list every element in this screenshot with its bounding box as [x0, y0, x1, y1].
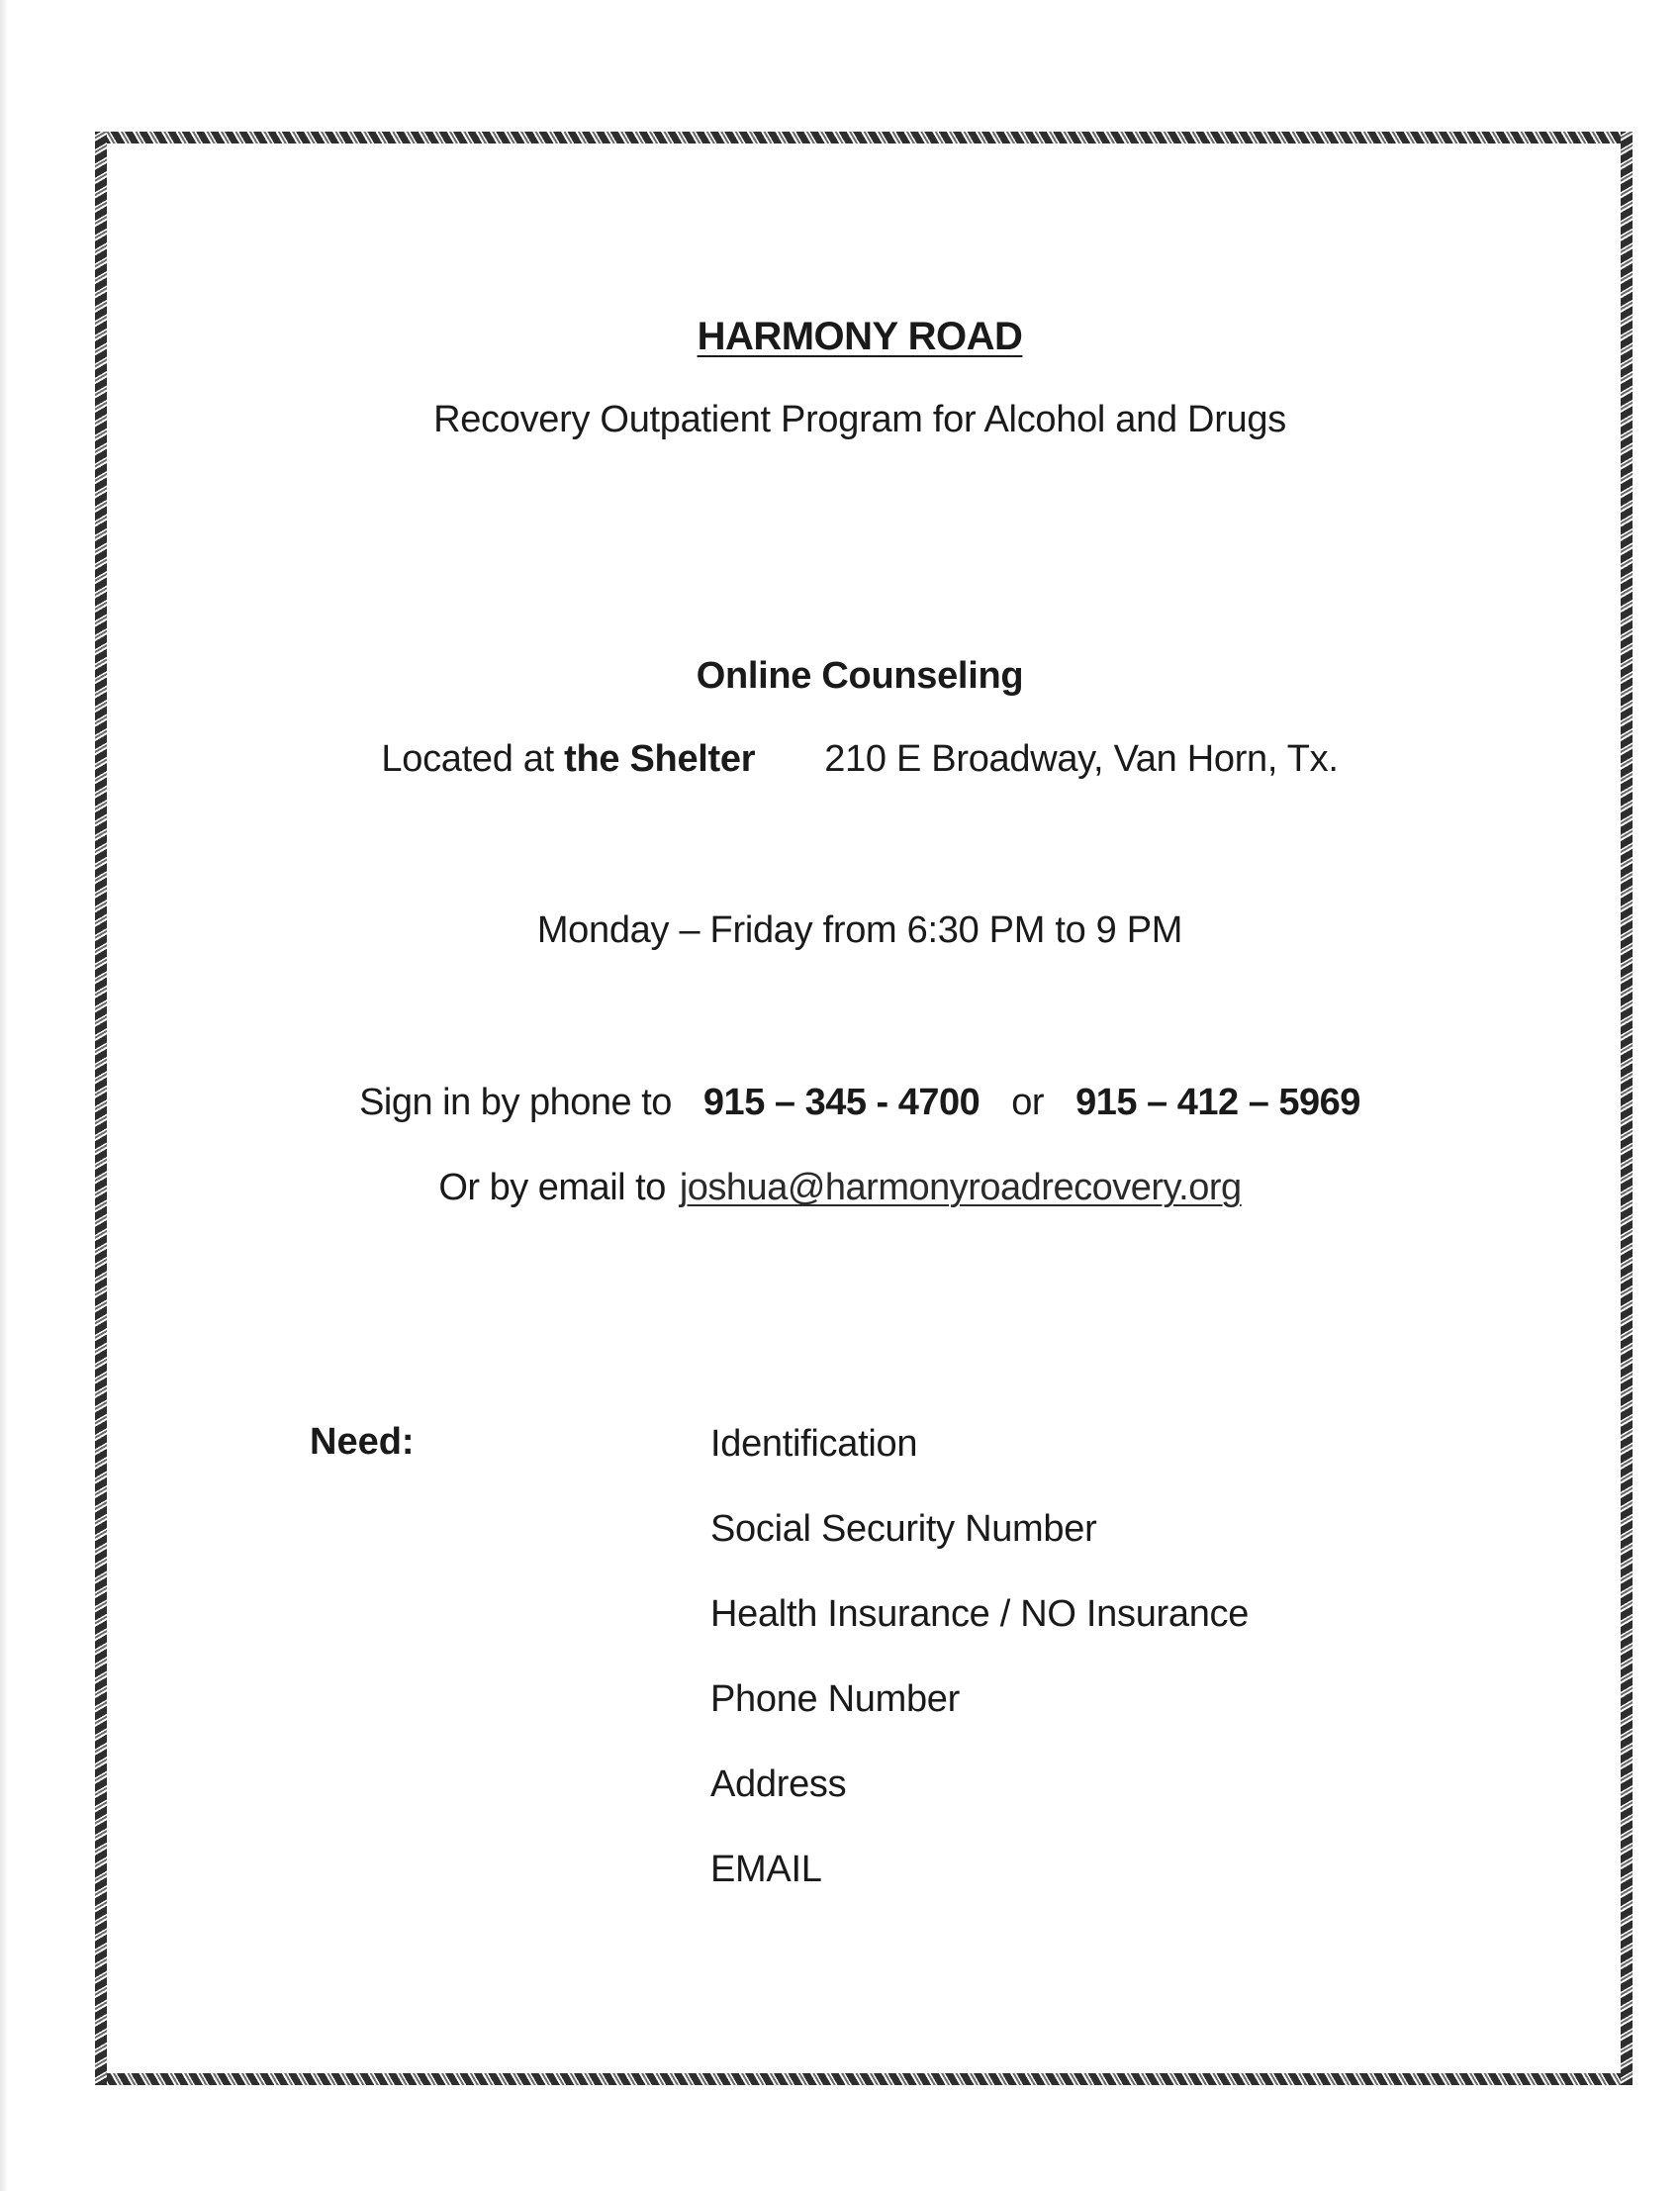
section-heading: Online Counseling: [696, 655, 1024, 697]
page-title: HARMONY ROAD: [697, 315, 1023, 358]
scan-edge-shadow: [0, 0, 8, 2191]
phone-sign-in-line: [20, 1082, 1680, 1124]
hours-line: Monday – Friday from 6:30 PM to 9 PM: [536, 909, 1183, 951]
program-subtitle: Recovery Outpatient Program for Alcohol and Drugs: [433, 399, 1286, 440]
list-item: Social Security Number: [710, 1508, 1097, 1550]
rope-border-top: [103, 132, 1633, 143]
list-item: Phone Number: [710, 1678, 960, 1720]
list-item: Address: [710, 1763, 847, 1805]
list-item: EMAIL: [710, 1849, 822, 1890]
requirements-list: [710, 1421, 1249, 1932]
email-prefix: Or by email to: [438, 1167, 666, 1208]
location-address: 210 E Broadway, Van Horn, Tx.: [824, 738, 1339, 780]
need-label: Need:: [310, 1421, 415, 1463]
phone-number-1[interactable]: 915 – 345 - 4700: [702, 1082, 980, 1123]
location-place: the Shelter: [564, 738, 756, 780]
phone-number-2[interactable]: 915 – 412 – 5969: [1075, 1082, 1360, 1123]
sign-in-prefix: Sign in by phone to: [359, 1082, 672, 1123]
list-item: Health Insurance / NO Insurance: [710, 1593, 1250, 1635]
location-line: [20, 738, 1680, 781]
phone-separator: or: [1011, 1082, 1045, 1123]
rope-border-bottom: [95, 2073, 1625, 2085]
location-prefix: Located at: [381, 738, 565, 780]
list-item: Identification: [710, 1423, 918, 1465]
email-line: [0, 1167, 1680, 1209]
email-link[interactable]: joshua@harmonyroadrecovery.org: [679, 1167, 1242, 1208]
